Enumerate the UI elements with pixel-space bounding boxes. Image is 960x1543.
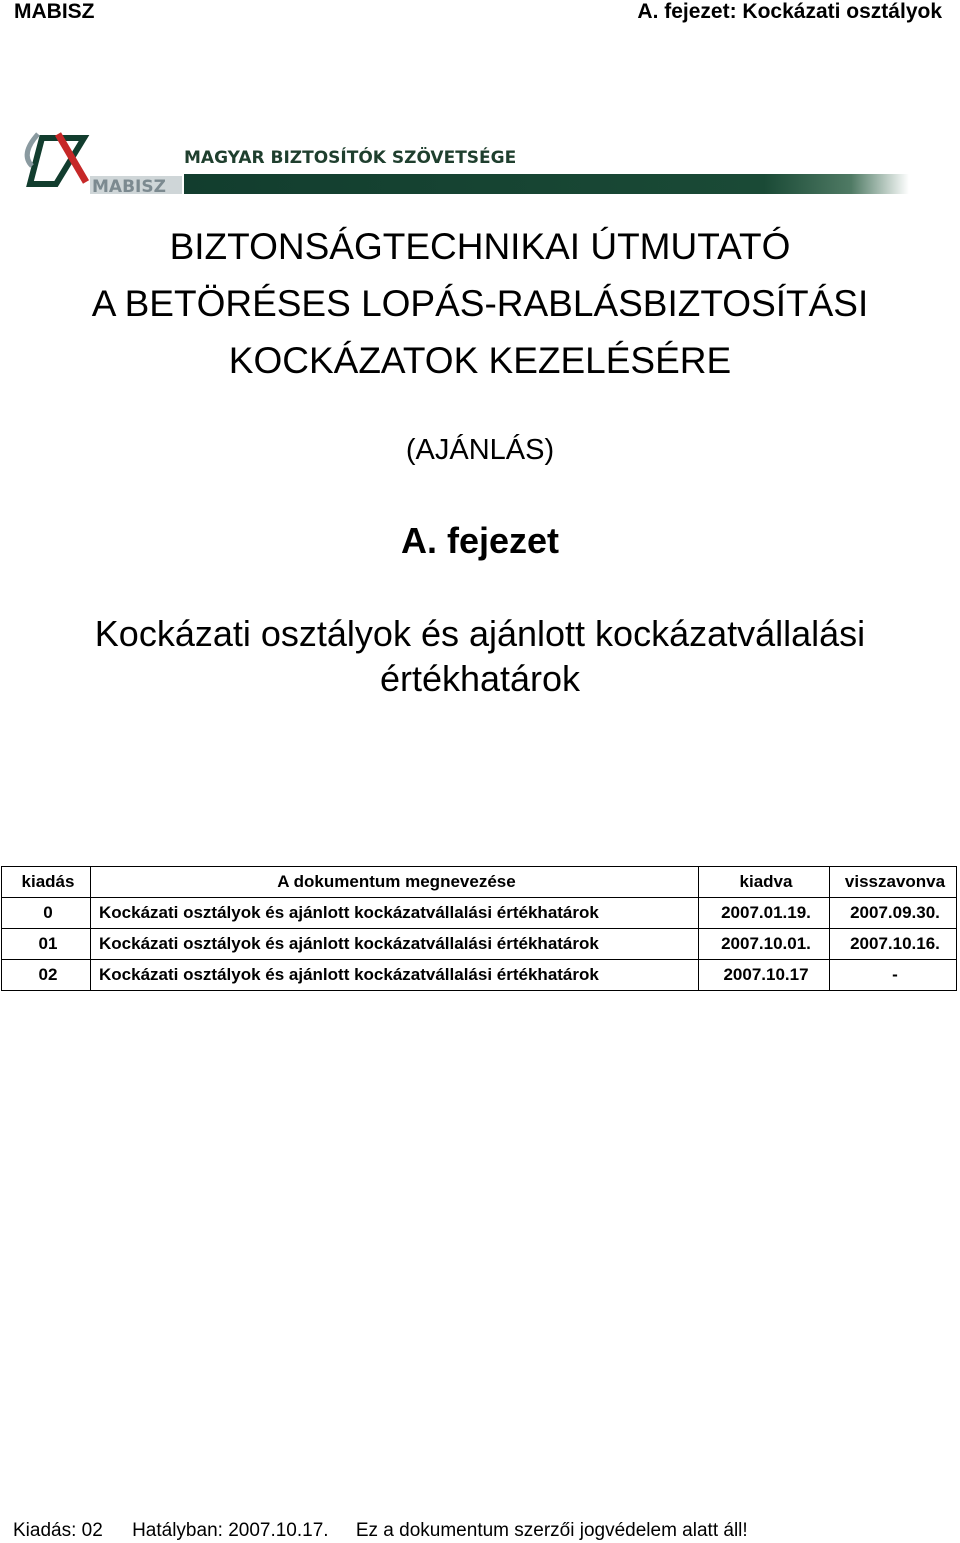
logo-organization-name: MAGYAR BIZTOSÍTÓK SZÖVETSÉGE [184,148,517,168]
cell-issued: 2007.10.17 [699,960,830,991]
cell-issued: 2007.10.01. [699,929,830,960]
mabisz-logo [12,126,912,198]
cell-document-name: Kockázati osztályok és ajánlott kockázatvállalási értékhatárok [91,960,699,991]
header-left-text: MABISZ [14,0,95,23]
recommendation-label: (AJÁNLÁS) [405,434,555,466]
cell-withdrawn: - [830,960,957,991]
footer-valid-from: Hatályban: 2007.10.17. [132,1520,329,1541]
footer-copyright: Ez a dokumentum szerzői jogvédelem alatt áll! [355,1520,748,1541]
header-issued: kiadva [699,867,830,898]
chapter-subtitle [0,611,960,701]
mabisz-logo-icon [12,126,184,198]
logo-wordmark: MABISZ [92,177,166,197]
footer-edition: Kiadás: 02 [13,1520,103,1541]
table-row [2,960,957,991]
logo-bar [184,174,909,194]
table-row [2,898,957,929]
header-right-text: A. fejezet: Kockázati osztályok [637,0,942,23]
subtitle-line-1: Kockázati osztályok és ajánlott kockázatvállalási [94,613,866,654]
table-header-row [2,867,957,898]
cell-withdrawn: 2007.09.30. [830,898,957,929]
header-document-name: A dokumentum megnevezése [91,867,699,898]
cell-document-name: Kockázati osztályok és ajánlott kockázatvállalási értékhatárok [91,898,699,929]
cell-edition: 0 [2,898,91,929]
cell-document-name: Kockázati osztályok és ajánlott kockázatvállalási értékhatárok [91,929,699,960]
subtitle-line-2: értékhatárok [379,658,581,699]
title-line-3: KOCKÁZATOK KEZELÉSÉRE [228,340,732,381]
revision-table [1,866,957,991]
chapter-title: A. fejezet [400,520,560,561]
cell-withdrawn: 2007.10.16. [830,929,957,960]
header-withdrawn: visszavonva [830,867,957,898]
header-edition: kiadás [2,867,91,898]
cell-edition: 01 [2,929,91,960]
table-row [2,929,957,960]
document-title [0,218,960,389]
cell-edition: 02 [2,960,91,991]
title-line-1: BIZTONSÁGTECHNIKAI ÚTMUTATÓ [169,226,791,267]
page-footer [13,1520,748,1542]
cell-issued: 2007.01.19. [699,898,830,929]
title-line-2: A BETÖRÉSES LOPÁS-RABLÁSBIZTOSÍTÁSI [91,283,869,324]
